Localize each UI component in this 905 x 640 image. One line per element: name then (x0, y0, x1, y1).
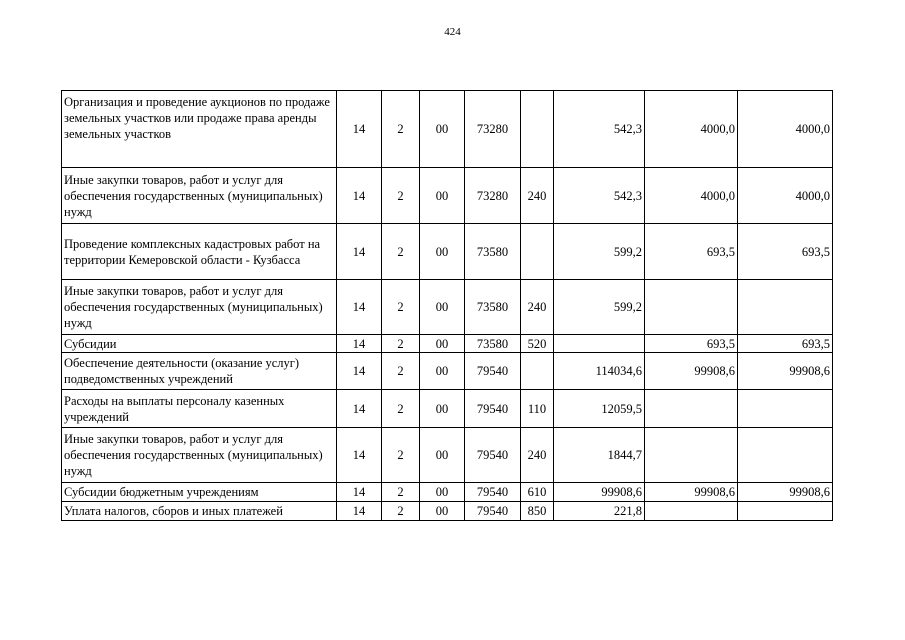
table-row (62, 428, 833, 483)
section-code: 14 (337, 353, 382, 390)
table-row (62, 483, 833, 502)
table-row (62, 335, 833, 353)
amount-3: 693,5 (738, 224, 833, 280)
amount-2 (645, 390, 738, 428)
subsection-code: 2 (382, 168, 420, 224)
table-row (62, 502, 833, 521)
target-article-code: 79540 (465, 390, 521, 428)
subsection-code: 2 (382, 483, 420, 502)
program-code: 00 (420, 353, 465, 390)
amount-2: 99908,6 (645, 483, 738, 502)
amount-3 (738, 390, 833, 428)
program-code: 00 (420, 335, 465, 353)
expense-type-code: 110 (521, 390, 554, 428)
target-article-code: 73280 (465, 91, 521, 168)
target-article-code: 73580 (465, 224, 521, 280)
program-code: 00 (420, 483, 465, 502)
target-article-code: 79540 (465, 483, 521, 502)
program-code: 00 (420, 280, 465, 335)
row-description: Расходы на выплаты персоналу казенных учреждений (62, 390, 337, 428)
subsection-code: 2 (382, 280, 420, 335)
table-row (62, 390, 833, 428)
expense-type-code (521, 353, 554, 390)
section-code: 14 (337, 502, 382, 521)
row-description: Иные закупки товаров, работ и услуг для обеспечения государственных (муниципальных) нужд (62, 168, 337, 224)
expense-type-code: 240 (521, 280, 554, 335)
target-article-code: 73580 (465, 335, 521, 353)
expense-type-code: 850 (521, 502, 554, 521)
amount-1: 221,8 (554, 502, 645, 521)
section-code: 14 (337, 335, 382, 353)
row-description: Проведение комплексных кадастровых работ на территории Кемеровской области - Кузбасса (62, 224, 337, 280)
table-row (62, 353, 833, 390)
amount-2 (645, 502, 738, 521)
amount-1: 114034,6 (554, 353, 645, 390)
subsection-code: 2 (382, 428, 420, 483)
expense-type-code: 520 (521, 335, 554, 353)
subsection-code: 2 (382, 353, 420, 390)
target-article-code: 79540 (465, 428, 521, 483)
subsection-code: 2 (382, 224, 420, 280)
amount-3 (738, 428, 833, 483)
program-code: 00 (420, 91, 465, 168)
amount-2: 693,5 (645, 224, 738, 280)
amount-3: 4000,0 (738, 91, 833, 168)
section-code: 14 (337, 280, 382, 335)
row-description: Организация и проведение аукционов по продаже земельных участков или продаже права аренды земельных участков (62, 91, 337, 168)
amount-2 (645, 428, 738, 483)
section-code: 14 (337, 91, 382, 168)
program-code: 00 (420, 428, 465, 483)
amount-2: 4000,0 (645, 91, 738, 168)
target-article-code: 79540 (465, 353, 521, 390)
row-description: Уплата налогов, сборов и иных платежей (62, 502, 337, 521)
amount-1: 542,3 (554, 91, 645, 168)
amount-3: 4000,0 (738, 168, 833, 224)
amount-3 (738, 502, 833, 521)
subsection-code: 2 (382, 91, 420, 168)
row-description: Субсидии бюджетным учреждениям (62, 483, 337, 502)
expense-type-code: 240 (521, 168, 554, 224)
amount-1: 1844,7 (554, 428, 645, 483)
row-description: Субсидии (62, 335, 337, 353)
amount-2: 99908,6 (645, 353, 738, 390)
table-row (62, 280, 833, 335)
target-article-code: 79540 (465, 502, 521, 521)
target-article-code: 73580 (465, 280, 521, 335)
amount-2: 4000,0 (645, 168, 738, 224)
table-row (62, 224, 833, 280)
amount-1: 599,2 (554, 224, 645, 280)
budget-table (61, 90, 833, 521)
expense-type-code: 240 (521, 428, 554, 483)
amount-1 (554, 335, 645, 353)
row-description: Иные закупки товаров, работ и услуг для обеспечения государственных (муниципальных) нужд (62, 428, 337, 483)
amount-3: 693,5 (738, 335, 833, 353)
expense-type-code (521, 224, 554, 280)
section-code: 14 (337, 428, 382, 483)
row-description: Обеспечение деятельности (оказание услуг) подведомственных учреждений (62, 353, 337, 390)
program-code: 00 (420, 502, 465, 521)
amount-1: 599,2 (554, 280, 645, 335)
amount-1: 99908,6 (554, 483, 645, 502)
section-code: 14 (337, 168, 382, 224)
page-number: 424 (444, 26, 461, 38)
amount-1: 542,3 (554, 168, 645, 224)
amount-3: 99908,6 (738, 483, 833, 502)
row-description: Иные закупки товаров, работ и услуг для обеспечения государственных (муниципальных) нужд (62, 280, 337, 335)
subsection-code: 2 (382, 390, 420, 428)
expense-type-code: 610 (521, 483, 554, 502)
section-code: 14 (337, 224, 382, 280)
program-code: 00 (420, 390, 465, 428)
expense-type-code (521, 91, 554, 168)
section-code: 14 (337, 390, 382, 428)
target-article-code: 73280 (465, 168, 521, 224)
program-code: 00 (420, 168, 465, 224)
table-row (62, 91, 833, 168)
amount-3: 99908,6 (738, 353, 833, 390)
program-code: 00 (420, 224, 465, 280)
section-code: 14 (337, 483, 382, 502)
amount-2: 693,5 (645, 335, 738, 353)
amount-2 (645, 280, 738, 335)
subsection-code: 2 (382, 502, 420, 521)
table-row (62, 168, 833, 224)
subsection-code: 2 (382, 335, 420, 353)
amount-3 (738, 280, 833, 335)
amount-1: 12059,5 (554, 390, 645, 428)
